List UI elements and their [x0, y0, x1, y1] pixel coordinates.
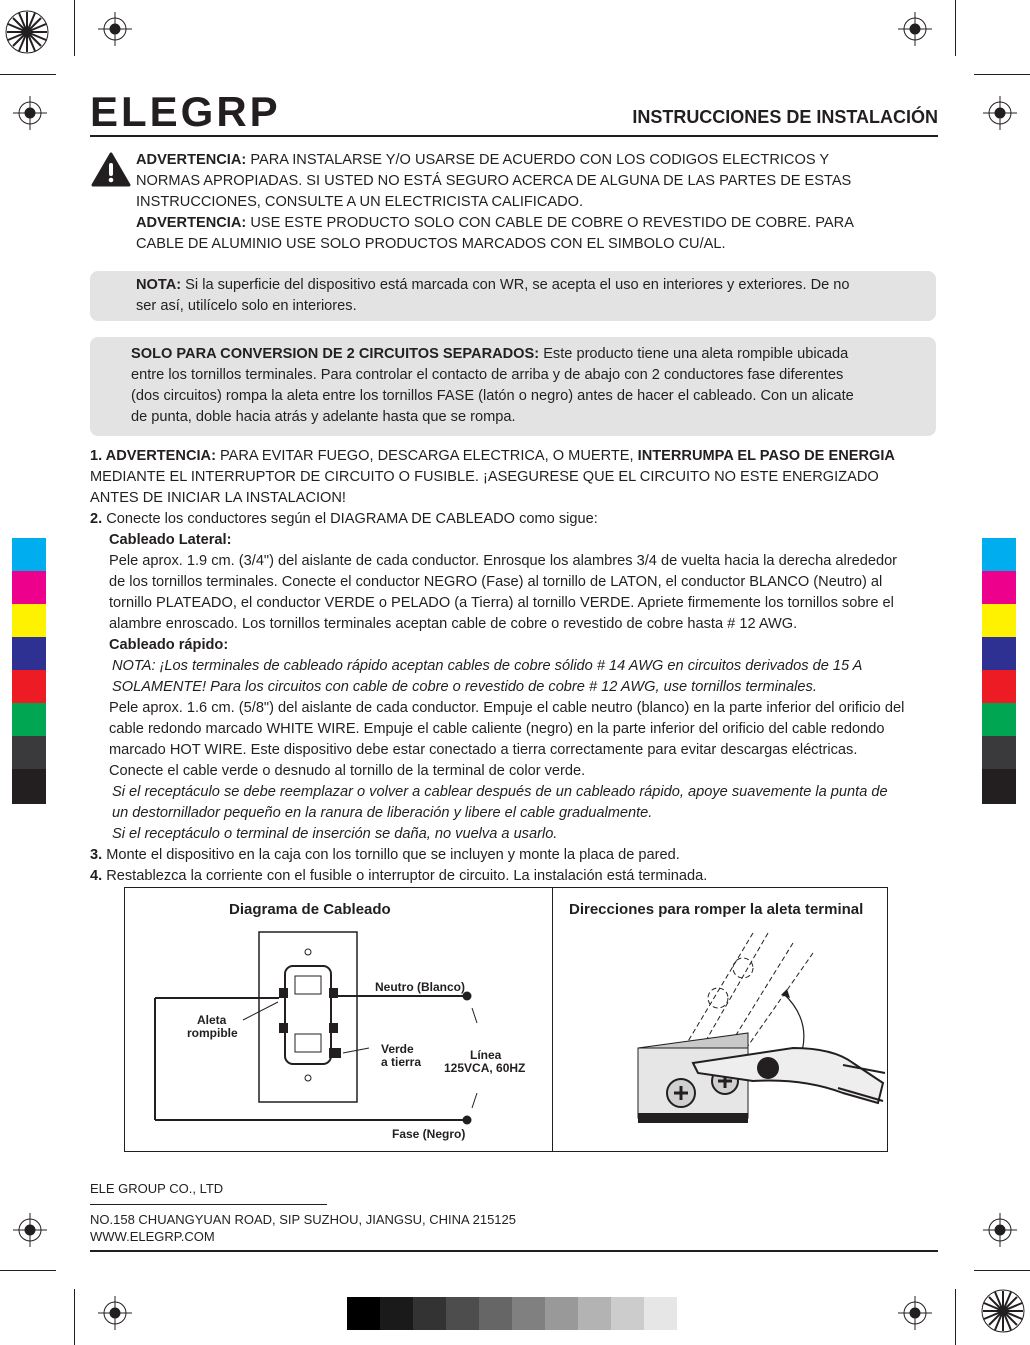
step-2: 2. Conecte los conductores según el DIAGRAMA DE CABLEADO como sigue:: [90, 511, 598, 527]
step-4: 4. Restablezca la corriente con el fusible o interruptor de circuito. La instalación está terminada.: [90, 868, 708, 884]
pliers-illustration: [553, 923, 887, 1151]
header-rule: [90, 135, 938, 137]
label-verde: Verde: [381, 1042, 414, 1056]
label-fase: Fase (Negro): [392, 1127, 466, 1141]
footer-company: ELE GROUP CO., LTD: [90, 1181, 224, 1196]
conversion-text: SOLO PARA CONVERSION DE 2 CIRCUITOS SEPARADOS: Este producto tiene una aleta rompible ubicada entre los tornillos terminales. Para controlar el contacto de arriba y de abajo con 2 conductores fase diferentes (dos circuitos) rompa la aleta entre los tornillos FASE (latón o negro) antes de hacer el cableado. Con un alicate de punta, doble hacia atrás y adelante hasta que se rompa.: [131, 346, 854, 425]
document-title: INSTRUCCIONES DE INSTALACIÓN: [632, 107, 938, 127]
warning-1: ADVERTENCIA: PARA INSTALARSE Y/O USARSE DE ACUERDO CON LOS CODIGOS ELECTRICOS Y NORMAS APROPIADAS. SI USTED NO ESTÁ SEGURO ACERCA DE ALGUNA DE LAS PARTES DE ESTAS INSTRUCCIONES, CONSULTE A UN ELECTRICISTA CALIFICADO.: [136, 152, 852, 210]
label-aleta: Aleta: [197, 1013, 227, 1027]
label-voltage: 125VCA, 60HZ: [444, 1061, 526, 1075]
step-3: 3. Monte el dispositivo en la caja con los tornillo que se incluyen y monte la placa de pared.: [90, 847, 680, 863]
label-neutro: Neutro (Blanco): [375, 980, 465, 994]
footer-rule-short: [90, 1204, 327, 1205]
footer-address: NO.158 CHUANGYUAN ROAD, SIP SUZHOU, JIANGSU, CHINA 215125: [90, 1212, 516, 1227]
note-text: NOTA: Si la superficie del dispositivo está marcada con WR, se acepta el uso en interiores y exteriores. De no ser así, utilícelo solo en interiores.: [136, 277, 850, 314]
diagram-panel: [124, 887, 888, 1152]
footer-rule: [90, 1250, 938, 1252]
warning-2: ADVERTENCIA: USE ESTE PRODUCTO SOLO CON CABLE DE COBRE O REVESTIDO DE COBRE. PARA CABLE DE ALUMINIO USE SOLO PRODUCTOS MARCADOS CON EL SIMBOLO CU/AL.: [136, 215, 854, 252]
footer-website: WWW.ELEGRP.COM: [90, 1229, 215, 1244]
directions-title: Direcciones para romper la aleta terminal: [569, 901, 864, 918]
cableado-lateral: Cableado Lateral: Pele aprox. 1.9 cm. (3/4") del aislante de cada conductor. Enrosque los alambres 3/4 de vuelta hacia la derecha alrededor de los tornillos terminales. Conecte el conductor NEGRO (Fase) al tornillo de LATON, el conductor BLANCO (Neutro) al tornillo PLATEADO, el conductor VERDE o PELADO (a Tierra) al tornillo VERDE. Apriete firmemente los tornillos sobre el alambre enroscado. Los tornillos terminales aceptan cable de cobre o revestido de cobre hasta # 12 AWG.: [109, 532, 898, 632]
cableado-rapido: Cableado rápido: NOTA: ¡Los terminales de cableado rápido aceptan cables de cobre sólido # 14 AWG en circuitos derivados de 15 A SOLAMENTE! Para los circuitos con cable de cobre o revestido de cobre # 12 AWG, use tornillos terminales. Pele aprox. 1.6 cm. (5/8") del aislante de cada conductor. Empuje el cable neutro (blanco) en la parte inferior del orificio del cable redondo marcado WHITE WIRE. Empuje el cable caliente (negro) en la parte inferior del orificio del cable redondo marcado HOT WIRE. Este dispositivo debe estar conectado a tierra correctamente para evitar descargas eléctricas. Conecte el cable verde o desnudo al tornillo de la terminal de color verde. Si el receptáculo se debe reemplazar o volver a cablear después de un cableado rápido, apoye suavemente la punta de un destornillador pequeño en la ranura de liberación y libere el cable gradualmente. Si el receptáculo o terminal de inserción se daña, no vuelva a usarlo.: [109, 637, 905, 842]
diagram-title: Diagrama de Cableado: [229, 901, 391, 918]
warning-icon: [91, 152, 131, 187]
label-rompible: rompible: [187, 1026, 238, 1040]
wiring-diagram: [125, 888, 552, 1151]
label-linea: Línea: [470, 1048, 502, 1062]
label-a-tierra: a tierra: [381, 1055, 422, 1069]
brand-logo: ELEGRP: [90, 88, 281, 135]
step-1: 1. ADVERTENCIA: PARA EVITAR FUEGO, DESCARGA ELECTRICA, O MUERTE, INTERRUMPA EL PASO DE ENERGIA MEDIANTE EL INTERRUPTOR DE CIRCUITO O FUSIBLE. ¡ASEGURESE QUE EL CIRCUITO NO ESTE ENERGIZADO ANTES DE INICIAR LA INSTALACION!: [90, 448, 895, 506]
